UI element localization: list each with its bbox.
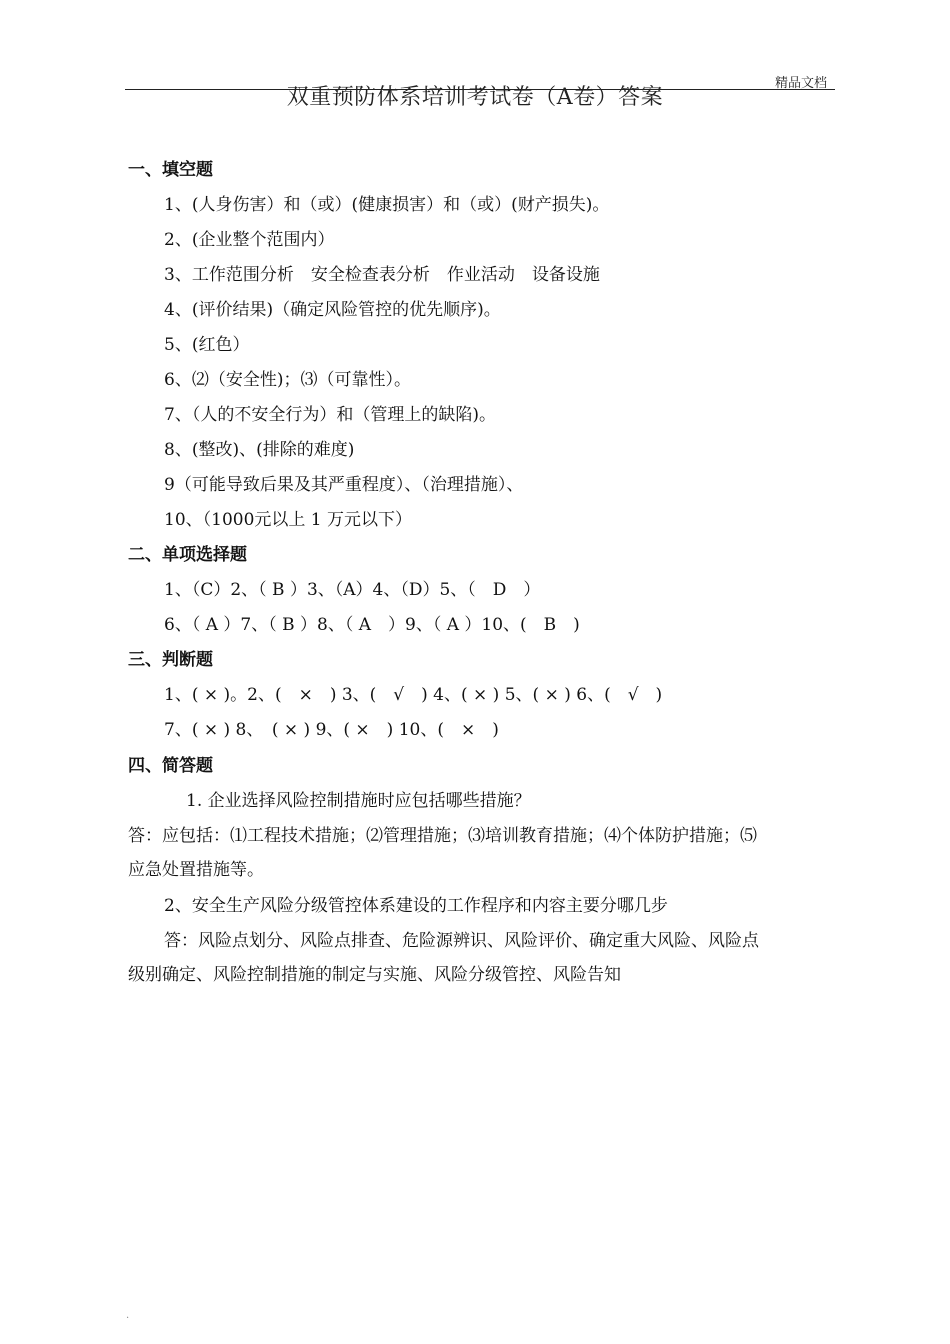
answer-item: 3、工作范围分析 安全检查表分析 作业活动 设备设施 [164, 265, 600, 285]
section-heading-short-answer: 四、简答题 [128, 756, 213, 776]
answer-1-line-1: 答：应包括：⑴工程技术措施；⑵管理措施；⑶培训教育措施；⑷个体防护措施；⑸ [128, 826, 757, 846]
header-tag: 精品文档 [775, 76, 828, 91]
answer-item: 8、(整改)、(排除的难度) [164, 440, 355, 460]
answer-item: 9（可能导致后果及其严重程度）、（治理措施）、 [164, 475, 524, 495]
answer-2-line-1: 答：风险点划分、风险点排查、危险源辨识、风险评价、确定重大风险、风险点 [164, 931, 759, 951]
section-heading-fill-blank: 一、填空题 [128, 160, 213, 180]
answer-row: 7、( × ) 8、 ( × ) 9、( × ) 10、( × ) [164, 720, 499, 740]
answer-item: 5、(红色） [164, 335, 250, 355]
answer-row: 1、( × )。2、( × ) 3、( √ ) 4、( × ) 5、( × ) 6、( √ ) [164, 685, 663, 705]
section-heading-single-choice: 二、单项选择题 [128, 545, 247, 565]
answer-item: 2、(企业整个范围内） [164, 230, 335, 250]
question-1: 1. 企业选择风险控制措施时应包括哪些措施？ [186, 791, 531, 811]
answer-2-line-2: 级别确定、风险控制措施的制定与实施、风险分级管控、风险告知 [128, 965, 621, 985]
footer-mark: . [126, 1310, 130, 1321]
answer-row: 6、（ A ）7、（ B ）8、（ A ）9、（ A ）10、( B ) [164, 615, 580, 635]
answer-item: 6、⑵（安全性)；⑶（可靠性）。 [164, 370, 411, 390]
answer-item: 10、（1000元以上 1 万元以下） [164, 510, 413, 530]
answer-1-line-2: 应急处置措施等。 [128, 860, 264, 880]
answer-item: 1、(人身伤害）和（或）(健康损害）和（或）(财产损失)。 [164, 195, 610, 215]
question-2: 2、安全生产风险分级管控体系建设的工作程序和内容主要分哪几步 [164, 896, 668, 916]
page-title: 双重预防体系培训考试卷（A卷）答案 [286, 85, 664, 110]
answer-item: 7、（人的不安全行为）和（管理上的缺陷)。 [164, 405, 496, 425]
answer-item: 4、(评价结果)（确定风险管控的优先顺序)。 [164, 300, 501, 320]
answer-row: 1、（C）2、（ B ）3、（A）4、（D）5、（ D ） [164, 580, 541, 600]
section-heading-true-false: 三、判断题 [128, 650, 213, 670]
